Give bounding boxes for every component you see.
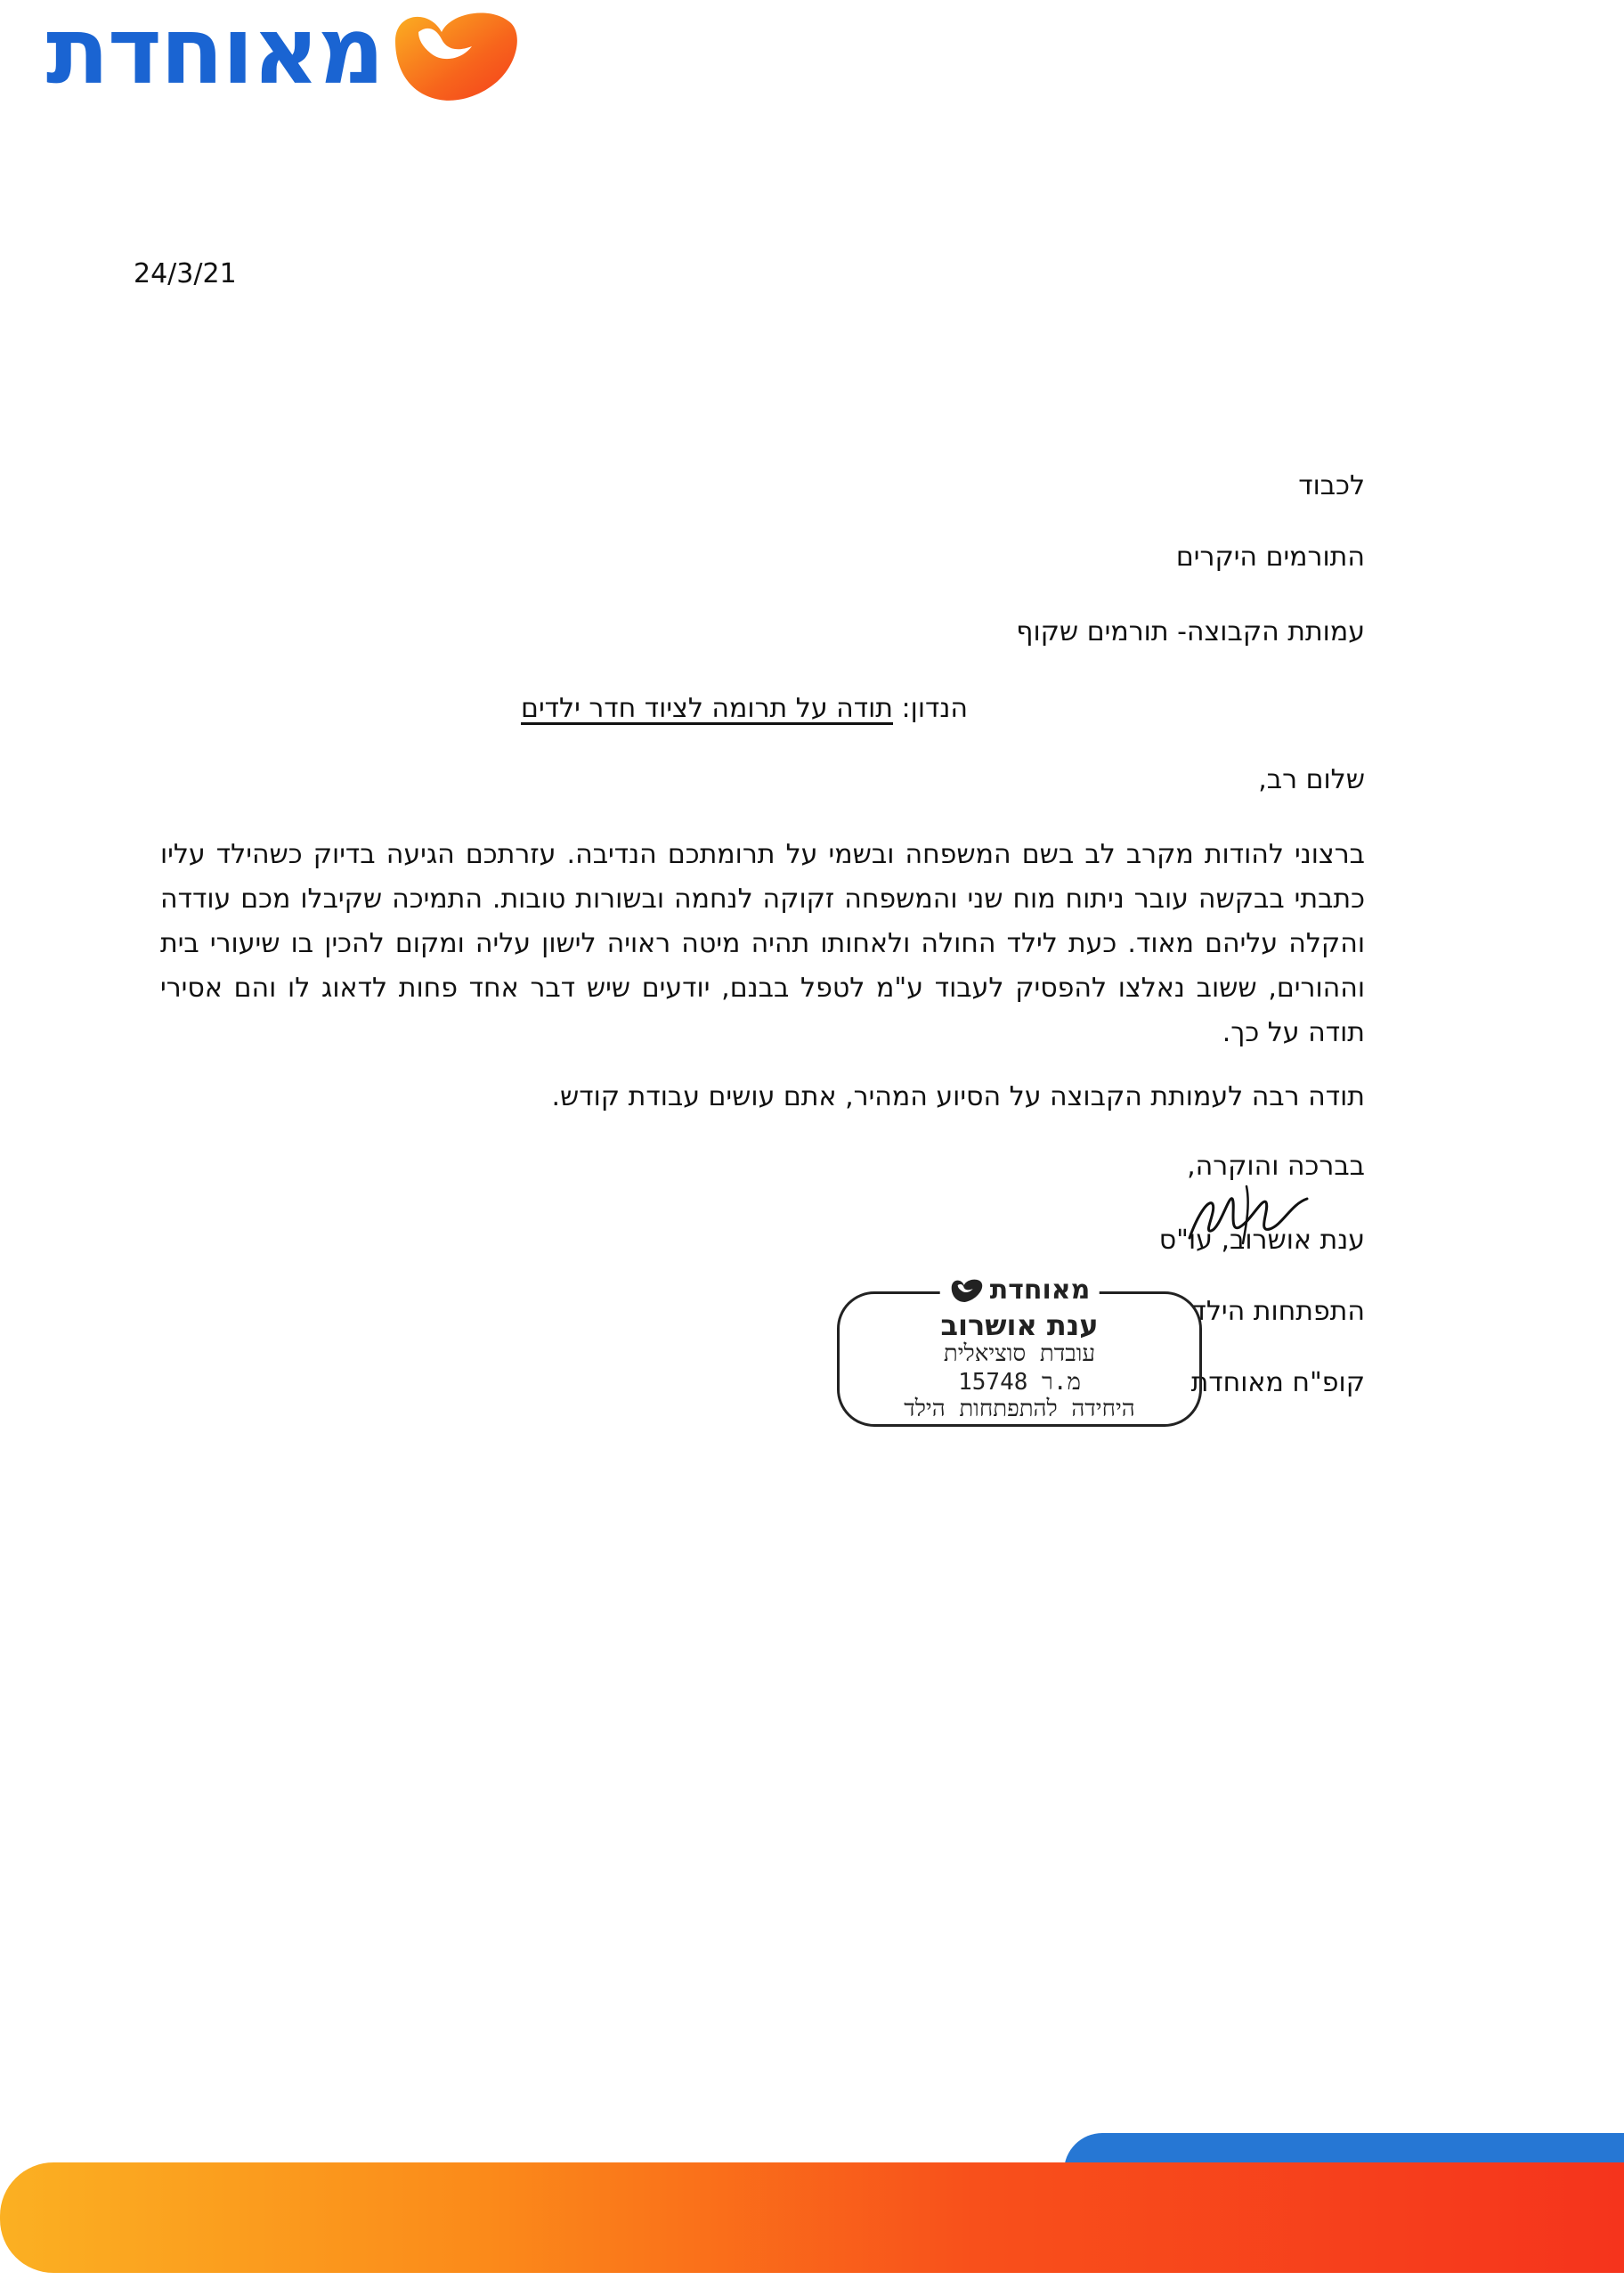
salutation: לכבוד [1298, 470, 1365, 501]
sender-unit: התפתחות הילד [1191, 1296, 1365, 1327]
footer-orange-bar [0, 2162, 1624, 2273]
heart-logo-icon [386, 5, 520, 105]
closing: בברכה והוקרה, [1187, 1151, 1365, 1182]
stamp-unit: היחידה להתפתחות הילד [904, 1396, 1135, 1422]
subject-line [521, 693, 968, 724]
stamp-role: עובדת סוציאלית [943, 1340, 1096, 1367]
greeting: שלום רב, [1258, 764, 1365, 795]
stamp-org: מאוחדת [989, 1274, 1091, 1306]
official-stamp [837, 1274, 1202, 1427]
letter-date: 24/3/21 [134, 258, 237, 289]
sender-org: קופ"ח מאוחדת [1190, 1367, 1365, 1398]
brand-logo [9, 0, 516, 105]
body-paragraph: ברצוני להודות מקרב לב בשם המשפחה ובשמי על תרומתכם הנדיבה. עזרתכם הגיעה בדיוק כשהילד עליו כתבתי בבקשה עובר ניתוח מוח שני והמשפחה זקוקה לנחמה ובשורות טובות. התמיכה שקיבלו מכם עודדה והקלה עליהם מאוד. כעת לילד החולה ולאחותו תהיה מיטה ראויה לישון עליה ומקום להכין בו שיעורי בית וההורים, ששוב נאלצו להפסיק לעבוד ע"מ לטפל בבנם, יודעים שיש דבר אחד פחות לדאוג לו והם אסירי תודה על כך. [160, 839, 1365, 1048]
thanks-line: תודה רבה לעמותת הקבוצה על הסיוע המהיר, אתם עושים עבודת קודש. [551, 1081, 1365, 1112]
subject-text: תודה על תרומה לציוד חדר ילדים [521, 693, 893, 724]
subject-label: הנדון: [901, 693, 968, 724]
brand-name: מאוחדת [45, 0, 383, 105]
stamp-header [940, 1274, 1100, 1306]
heart-logo-icon [949, 1277, 985, 1304]
stamp-name: ענת אושרוב [940, 1308, 1099, 1342]
sender-name: ענת אושרוב, עו"ס [1158, 1225, 1365, 1256]
recipient-line-1: התורמים היקרים [1175, 542, 1365, 573]
stamp-license: מ.ר 15748 [958, 1369, 1081, 1396]
recipient-line-2: עמותת הקבוצה- תורמים שקוף [1016, 616, 1365, 647]
